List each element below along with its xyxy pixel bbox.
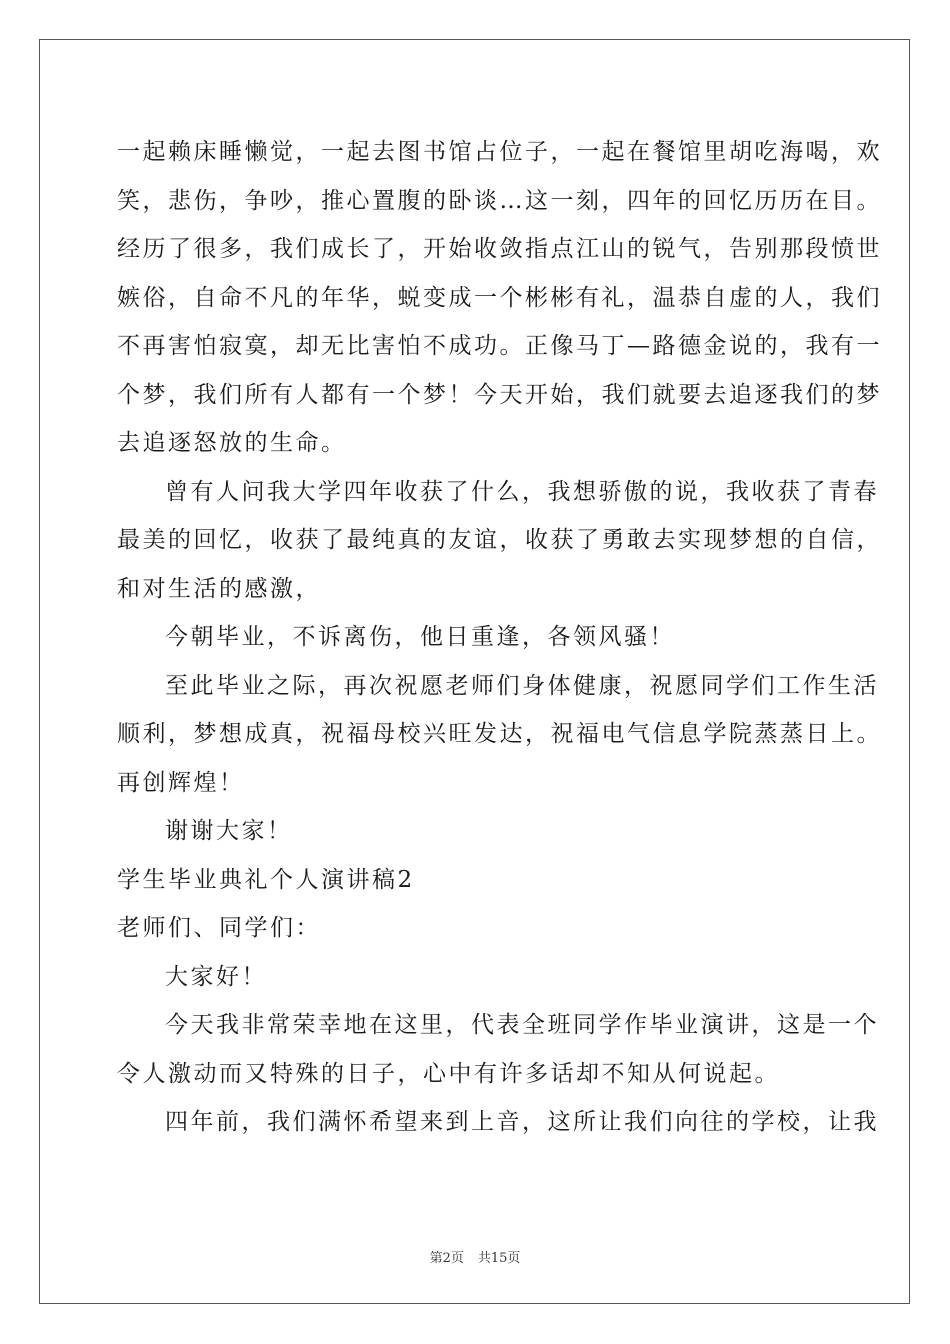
text-line: 今朝毕业，不诉离伤，他日重逢，各领风骚！ [165, 624, 675, 650]
page-number: 第2页 [429, 1251, 464, 1266]
text-line: 曾有人问我大学四年收获了什么，我想骄傲的说，我收获了青春 [165, 478, 879, 505]
text-line: 至此毕业之际，再次祝愿老师们身体健康，祝愿同学们工作生活 [165, 672, 879, 699]
greeting: 大家好！ [165, 963, 267, 990]
text-line: 再创辉煌！ [117, 769, 245, 796]
text-line: 嫉俗，自命不凡的年华，蜕变成一个彬彬有礼，温恭自虚的人，我们 [117, 284, 882, 311]
text-line: 去追逐怒放的生命。 [117, 430, 347, 456]
text-line: 今天我非常荣幸地在这里，代表全班同学作毕业演讲，这是一个 [165, 1012, 879, 1038]
text-line: 和对生活的感激， [117, 575, 321, 602]
page-footer [0, 1247, 950, 1266]
text-line: 笑，悲伤，争吵，推心置腹的卧谈…这一刻，四年的回忆历历在目。 [117, 187, 882, 214]
document-body [117, 128, 882, 1147]
page-total: 共15页 [477, 1251, 521, 1266]
text-line: 个梦，我们所有人都有一个梦！今天开始，我们就要去追逐我们的梦 [117, 381, 882, 408]
text-line: 令人激动而又特殊的日子，心中有许多话却不知从何说起。 [117, 1060, 780, 1087]
text-line: 经历了很多，我们成长了，开始收敛指点江山的锐气，告别那段愤世 [117, 236, 882, 262]
text-line: 最美的回忆，收获了最纯真的友谊，收获了勇敢去实现梦想的自信， [117, 527, 882, 553]
section-title: 学生毕业典礼个人演讲稿2 [117, 866, 415, 893]
text-line: 一起赖床睡懒觉，一起去图书馆占位子，一起在餐馆里胡吃海喝，欢 [117, 139, 882, 165]
text-line: 顺利，梦想成真，祝福母校兴旺发达，祝福电气信息学院蒸蒸日上。 [117, 721, 882, 747]
salutation: 老师们、同学们： [117, 915, 321, 941]
text-line: 四年前，我们满怀希望来到上音，这所让我们向往的学校，让我 [165, 1109, 879, 1135]
text-line: 不再害怕寂寞，却无比害怕不成功。正像马丁—路德金说的，我有一 [117, 333, 882, 359]
text-line: 谢谢大家！ [165, 818, 293, 844]
